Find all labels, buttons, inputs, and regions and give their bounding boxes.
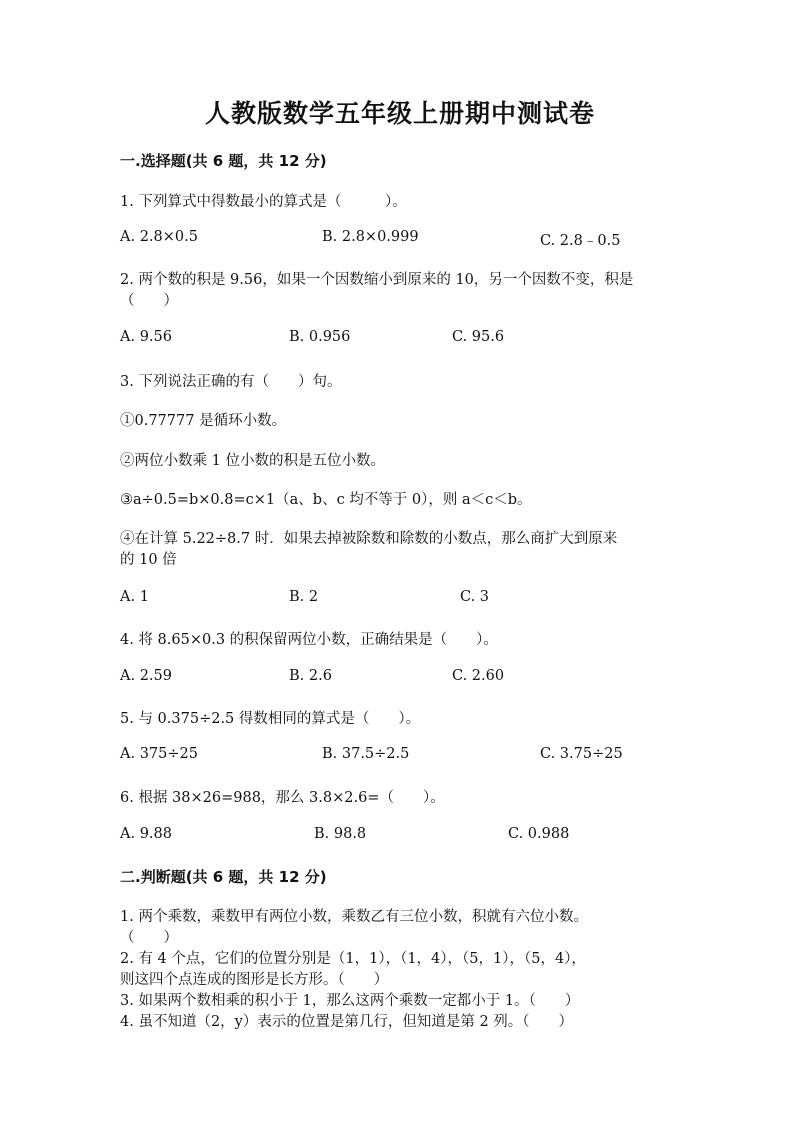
question-4-option-a: A. 2.59 bbox=[120, 668, 172, 684]
question-4-stem: 4. 将 8.65×0.3 的积保留两位小数，正确结果是（ ）。 bbox=[120, 632, 498, 648]
question-1-stem: 1. 下列算式中得数最小的算式是（ ）。 bbox=[120, 194, 407, 210]
question-2-stem: 2. 两个数的积是 9.56，如果一个因数缩小到原来的 10，另一个因数不变，积是 bbox=[120, 272, 634, 288]
page-title: 人教版数学五年级上册期中测试卷 bbox=[204, 99, 595, 128]
question-3-option-c: C. 3 bbox=[460, 589, 490, 605]
section-heading-choice: 一.选择题(共 6 题，共 12 分) bbox=[120, 152, 327, 170]
question-6-option-b: B. 98.8 bbox=[314, 826, 367, 842]
question-2-option-a: A. 9.56 bbox=[120, 329, 172, 345]
question-2-option-c: C. 95.6 bbox=[452, 329, 505, 345]
judgement-1: 1. 两个乘数，乘数甲有两位小数，乘数乙有三位小数，积就有六位小数。 bbox=[120, 909, 588, 925]
question-4-option-c: C. 2.60 bbox=[452, 668, 505, 684]
question-5-option-b: B. 37.5÷2.5 bbox=[322, 746, 410, 762]
judgement-1-blank: （ ） bbox=[120, 930, 178, 946]
question-2-option-b: B. 0.956 bbox=[289, 329, 351, 345]
question-3-option-a: A. 1 bbox=[120, 589, 149, 605]
question-3-statement-2: ②两位小数乘 1 位小数的积是五位小数。 bbox=[120, 453, 385, 469]
judgement-2-cont: 则这四个点连成的图形是长方形。（ ） bbox=[120, 972, 389, 988]
question-5-option-a: A. 375÷25 bbox=[120, 746, 198, 762]
question-6-option-c: C. 0.988 bbox=[508, 826, 570, 842]
question-1-option-b: B. 2.8×0.999 bbox=[322, 229, 419, 245]
question-6-stem: 6. 根据 38×26=988，那么 3.8×2.6=（ ）。 bbox=[120, 790, 445, 806]
question-6-option-a: A. 9.88 bbox=[120, 826, 172, 842]
question-3-statement-4-cont: 的 10 倍 bbox=[120, 552, 177, 568]
question-4-option-b: B. 2.6 bbox=[289, 668, 332, 684]
question-3-statement-3: ③a÷0.5=b×0.8=c×1（a、b、c 均不等于 0），则 a＜c＜b。 bbox=[120, 492, 532, 508]
question-3-option-b: B. 2 bbox=[289, 589, 319, 605]
question-3-statement-1: ①0.77777 是循环小数。 bbox=[120, 413, 287, 429]
question-5-stem: 5. 与 0.375÷2.5 得数相同的算式是（ ）。 bbox=[120, 711, 421, 727]
question-3-statement-4: ④在计算 5.22÷8.7 时．如果去掉被除数和除数的小数点，那么商扩大到原来 bbox=[120, 531, 618, 547]
judgement-3: 3. 如果两个数相乘的积小于 1，那么这两个乘数一定都小于 1。（ ） bbox=[120, 993, 580, 1009]
judgement-4: 4. 虽不知道（2，y）表示的位置是第几行，但知道是第 2 列。（ ） bbox=[120, 1014, 574, 1030]
judgement-2: 2. 有 4 个点，它们的位置分别是（1，1），（1，4），（5，1），（5，4）， bbox=[120, 951, 586, 967]
question-3-stem: 3. 下列说法正确的有（ ）句。 bbox=[120, 374, 342, 390]
question-1-option-c: C. 2.8﹣0.5 bbox=[540, 233, 621, 249]
question-1-option-a: A. 2.8×0.5 bbox=[120, 229, 198, 245]
question-5-option-c: C. 3.75÷25 bbox=[540, 746, 623, 762]
question-2-stem-cont: （ ） bbox=[120, 293, 178, 309]
section-heading-judgement: 二.判断题(共 6 题，共 12 分) bbox=[120, 868, 327, 886]
